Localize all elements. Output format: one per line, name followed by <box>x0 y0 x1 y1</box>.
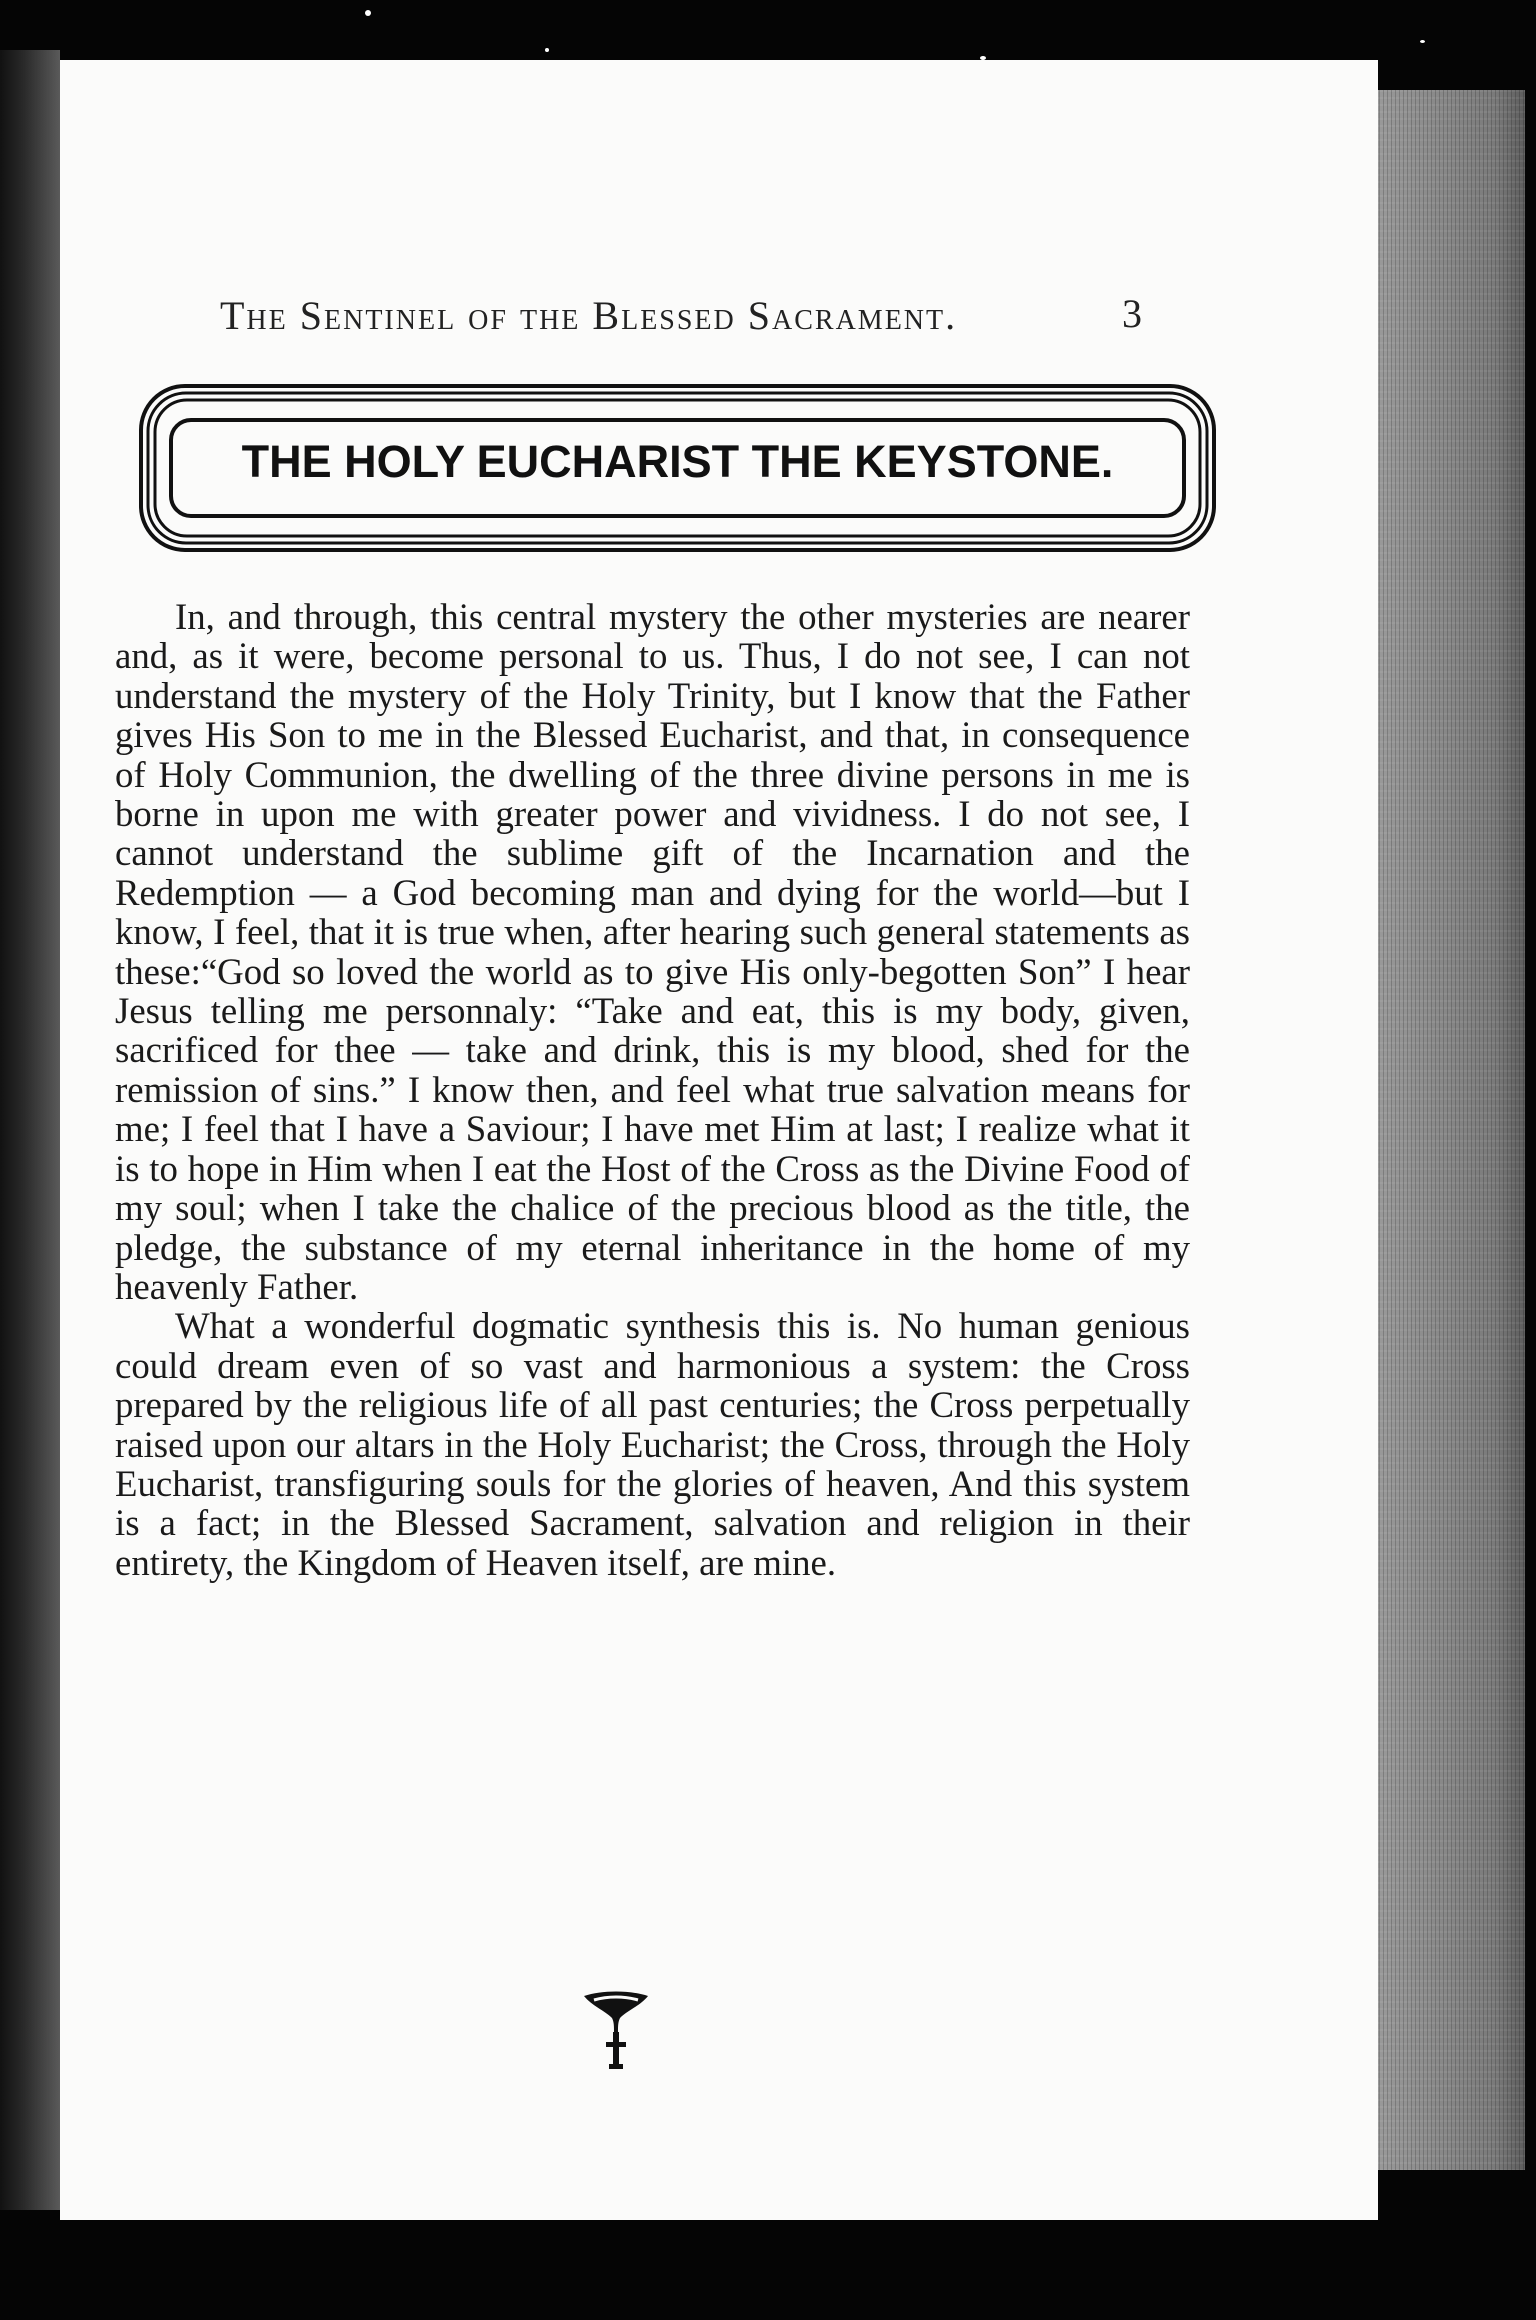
paragraph: In, and through, this central mystery the other mysteries are nearer and, as it were, become personal to us. Thus, I do not see, I can not understand the mystery of the Holy Trinity, but I know that the Father gives His Son to me in the Blessed Eucharist, and that, in consequence of Holy Communion, the dwelling of the three divine persons in me is borne in upon me with greater power and vividness. I do not see, I cannot understand the sublime gift of the Incarnation and the Redemption — a God becoming man and dying for the world—but I know, I feel, that it is true when, after hearing such general statements as these:“God so loved the world as to give His only-begotten Son” I hear Jesus telling me personnaly: “Take and eat, this is my body, given, sacrificed for thee — take and drink, this is my blood, shed for the remission of sins.” I know then, and feel what true salvation means for me; I feel that I have a Saviour; I have met Him at last; I realize what it is to hope in Him when I eat the Host of the Cross as the Divine Food of my soul; when I take the chalice of the precious blood as the title, the pledge, the substance of my eternal inheritance in the home of my heavenly Father. <box>115 596 1190 1307</box>
title-banner <box>135 380 1220 556</box>
chalice-ornament-icon <box>580 1988 652 2078</box>
scan-speck <box>365 10 371 16</box>
article-body <box>115 597 1190 1582</box>
page-block-edges <box>1372 90 1525 2170</box>
paragraph: What a wonderful dogmatic synthesis this is. No human genious could dream even of so vast and harmonious a system: the Cross prepared by the religious life of all past centuries; the Cross perpetually raised upon our altars in the Holy Eucharist; the Cross, through the Holy Eucharist, transfiguring souls for the glories of heaven, And this system is a fact; in the Blessed Sacrament, salvation and religion in their entirety, the Kingdom of Heaven itself, are mine. <box>115 1305 1190 1583</box>
scan-speck <box>545 48 549 52</box>
scan-speck <box>1420 40 1425 43</box>
article-title: THE HOLY EUCHARIST THE KEYSTONE. <box>241 436 1114 487</box>
book-page <box>60 60 1378 2220</box>
previous-page-edge <box>0 50 60 2210</box>
running-head: The Sentinel of the Blessed Sacrament. <box>220 293 958 338</box>
page-number: 3 <box>1122 291 1142 336</box>
